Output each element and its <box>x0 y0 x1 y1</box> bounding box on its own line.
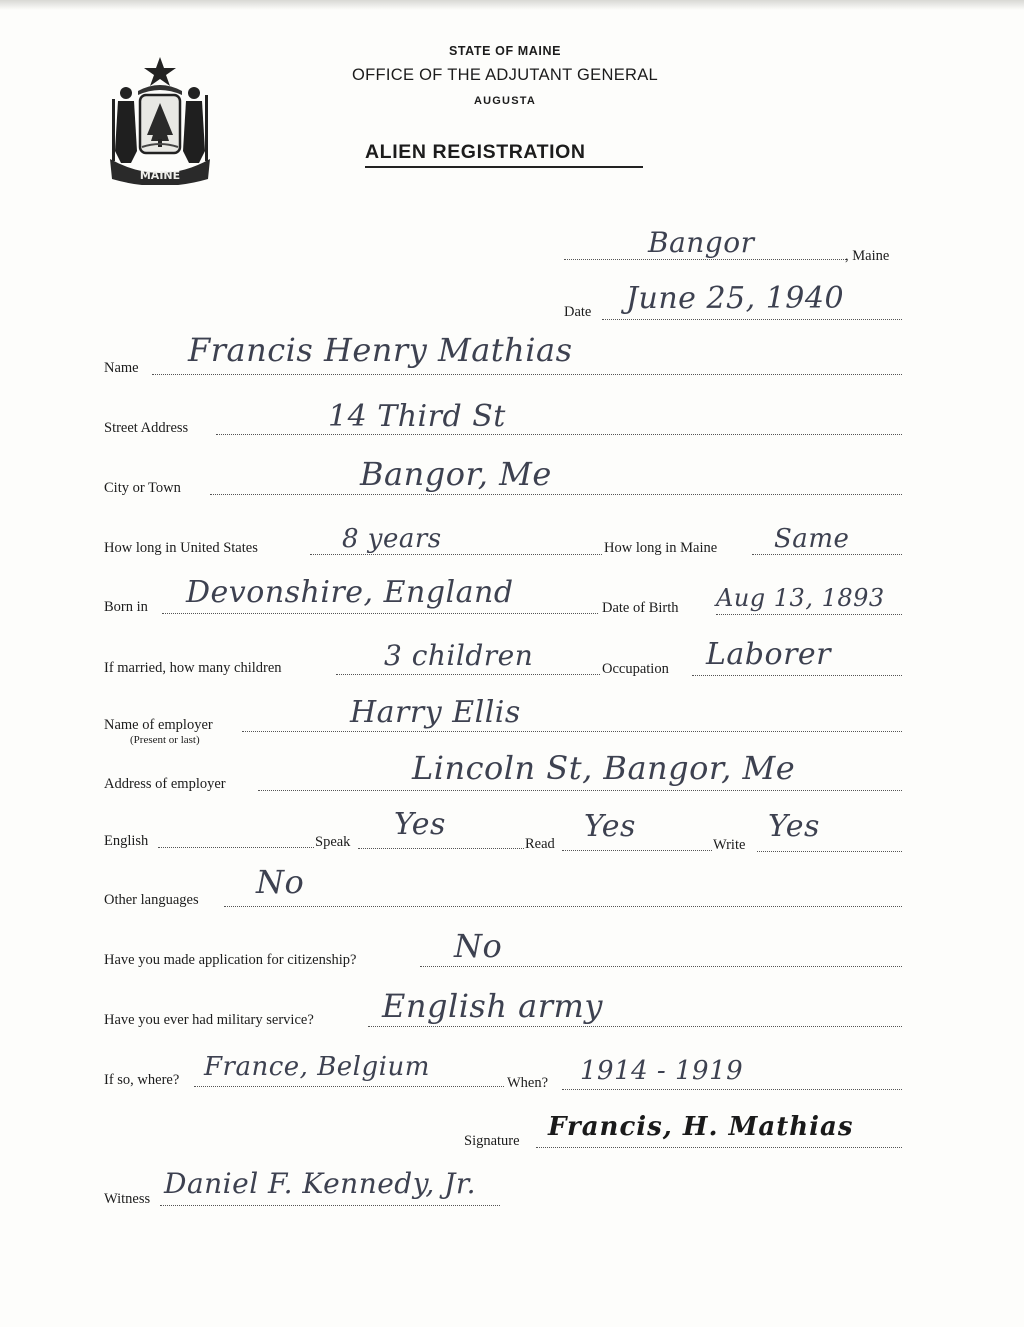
how-long-maine-label: How long in Maine <box>604 540 718 556</box>
maine-label: , Maine <box>845 248 890 264</box>
where-value: France, Belgium <box>204 1052 430 1082</box>
date-label: Date <box>564 304 592 320</box>
where-label: If so, where? <box>104 1072 180 1088</box>
when-label: When? <box>507 1075 549 1091</box>
occupation-value: Laborer <box>706 637 832 672</box>
write-value: Yes <box>768 809 820 844</box>
employer-note: (Present or last) <box>130 734 200 746</box>
english-label: English <box>104 833 149 849</box>
title-underline <box>365 166 643 168</box>
children-value: 3 children <box>384 639 534 672</box>
employer-address-value: Lincoln St, Bangor, Me <box>412 749 796 787</box>
street-address-label: Street Address <box>104 420 189 436</box>
date-of-birth-label: Date of Birth <box>602 600 679 616</box>
speak-value: Yes <box>394 807 446 842</box>
street-address-value: 14 Third St <box>328 399 506 434</box>
employer-address-label: Address of employer <box>104 776 226 792</box>
write-label: Write <box>713 837 746 853</box>
speak-label: Speak <box>315 834 351 850</box>
other-languages-value: No <box>256 863 305 901</box>
city-heading: AUGUSTA <box>474 95 536 107</box>
military-value: English army <box>382 987 603 1025</box>
date-of-birth-value: Aug 13, 1893 <box>716 584 885 612</box>
read-value: Yes <box>584 809 636 844</box>
military-label: Have you ever had military service? <box>104 1012 314 1028</box>
when-value: 1914 - 1919 <box>580 1056 744 1086</box>
born-in-value: Devonshire, England <box>186 575 514 610</box>
scan-edge <box>0 0 1024 10</box>
employer-name-value: Harry Ellis <box>350 695 521 730</box>
citizenship-value: No <box>454 927 503 965</box>
name-value: Francis Henry Mathias <box>188 331 573 369</box>
city-value: Bangor, Me <box>360 455 552 493</box>
citizenship-label: Have you made application for citizenship? <box>104 952 357 968</box>
signature-value: Francis, H. Mathias <box>548 1112 854 1142</box>
office-heading: OFFICE OF THE ADJUTANT GENERAL <box>351 66 659 84</box>
svg-text:MAINE: MAINE <box>139 169 181 182</box>
how-long-us-value: 8 years <box>342 524 442 554</box>
signature-label: Signature <box>464 1133 520 1149</box>
state-heading: STATE OF MAINE <box>448 44 562 58</box>
date-value: June 25, 1940 <box>626 281 845 316</box>
children-label: If married, how many children <box>104 660 282 676</box>
employer-name-label: Name of employer <box>104 717 213 733</box>
occupation-label: Occupation <box>602 661 669 677</box>
how-long-us-label: How long in United States <box>104 540 258 556</box>
city-label: City or Town <box>104 480 181 496</box>
other-languages-label: Other languages <box>104 892 199 908</box>
read-label: Read <box>525 836 555 852</box>
witness-label: Witness <box>104 1191 151 1207</box>
how-long-maine-value: Same <box>774 524 850 554</box>
place-value: Bangor <box>648 226 755 259</box>
name-label: Name <box>104 360 139 376</box>
born-in-label: Born in <box>104 599 148 615</box>
witness-value: Daniel F. Kennedy, Jr. <box>164 1167 477 1200</box>
form-title: ALIEN REGISTRATION <box>365 141 586 163</box>
